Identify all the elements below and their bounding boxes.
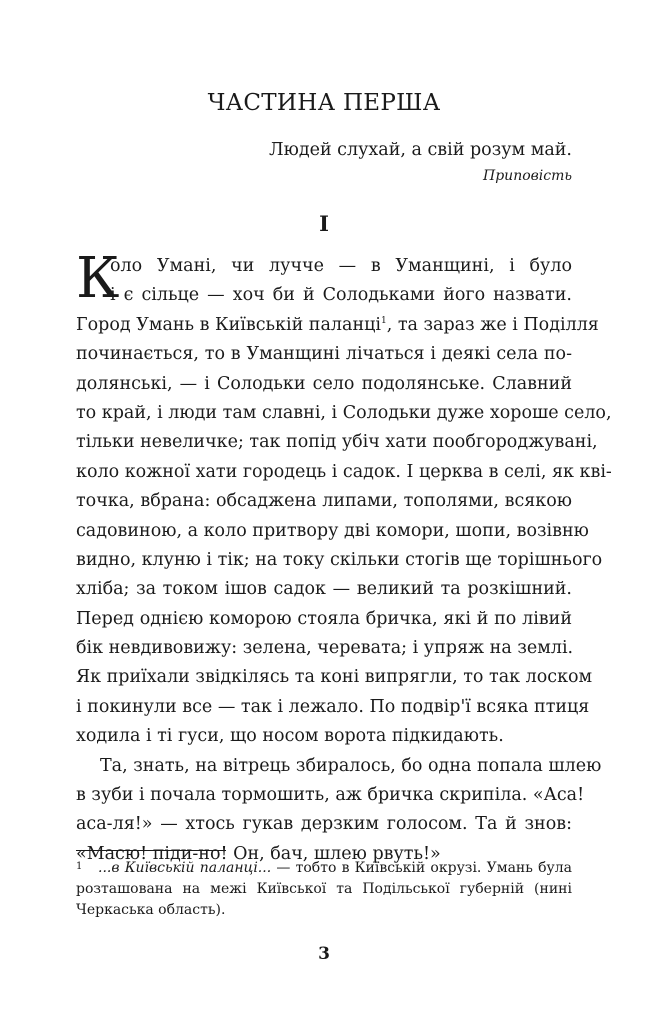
text-line: долянські, — і Солодьки село подолянське. Славний	[76, 373, 572, 394]
text-line: аса-ля!» — хтось гукав дерзким голосом. Та й знов:	[76, 814, 572, 835]
footnote-reference[interactable]: 1	[380, 315, 387, 326]
text-line	[76, 311, 599, 340]
text-line: садовиною, а коло притвору дві комори, шопи, возівню	[76, 520, 589, 541]
footnote	[76, 858, 572, 921]
text-line: то край, і люди там славні, і Солодьки дуже хороше село,	[76, 402, 612, 423]
text-line: точка, вбрана: обсаджена липами, тополями, всякою	[76, 491, 572, 512]
text-line: Перед однією коморою стояла бричка, які й по лівий	[76, 608, 572, 629]
line-text: Город Умань в Київській паланці	[76, 314, 381, 335]
text-line: починається, то в Уманщині лічаться і деякі села по-	[76, 344, 572, 365]
chapter-number: I	[319, 211, 329, 236]
drop-cap: К	[76, 246, 120, 311]
line-text: , та зараз же і Поділля	[386, 314, 599, 335]
line-text: оло Умані, чи лучче — в Уманщині, і було	[110, 256, 572, 276]
footnote-italic: ...в Київській паланці...	[98, 860, 272, 876]
epigraph-source: Приповість	[483, 168, 572, 184]
text-line: Як приїхали звідкілясь та коні випрягли, то так лоском	[76, 667, 593, 688]
footnote-text: — тобто в Київській окрузі. Умань була	[271, 860, 573, 876]
footnote-line	[76, 858, 572, 879]
footnote-mark: 1	[76, 861, 83, 872]
page-number: 3	[318, 944, 330, 964]
main-text	[76, 246, 612, 869]
text-line: Та, знать, на вітрець збиралось, бо одна попала шлею	[100, 755, 602, 776]
epigraph-text: Людей слухай, а свій розум май.	[268, 140, 572, 160]
text-line: і покинули все — так і лежало. По подвір'ї всяка птиця	[76, 696, 590, 717]
book-page	[76, 0, 612, 1024]
text-line: ходила і ті гуси, що носом ворота підкидають.	[76, 726, 504, 747]
text-line: видно, клуню і тік; на току скільки стогів ще торішнього	[76, 549, 603, 570]
text-line: «Масю! піди-но! Он, бач, шлею рвуть!»	[76, 843, 441, 864]
text-line: в зуби і почала тормошить, аж бричка скрипіла. «Аса!	[76, 785, 585, 806]
text-line: хліба; за током ішов садок — великий та розкішний.	[76, 579, 572, 600]
text-line: коло кожної хати городець і садок. І церква в селі, як кві-	[76, 461, 612, 482]
text-line: бік невдивовижу: зелена, черевата; і упряж на землі.	[76, 638, 574, 659]
footnote-divider	[76, 850, 226, 851]
epigraph	[76, 138, 572, 186]
footnote-line: Черкаська область).	[76, 902, 226, 918]
text-line: тільки невеличке; так попід убіч хати пообгороджувані,	[76, 432, 598, 453]
part-title: ЧАСТИНА ПЕРША	[207, 90, 441, 116]
footnote-line: розташована на межі Київської та Подільської губерній (нині	[76, 881, 572, 897]
text-line: і є сільце — хоч би й Солодьками його назвати.	[110, 285, 572, 306]
